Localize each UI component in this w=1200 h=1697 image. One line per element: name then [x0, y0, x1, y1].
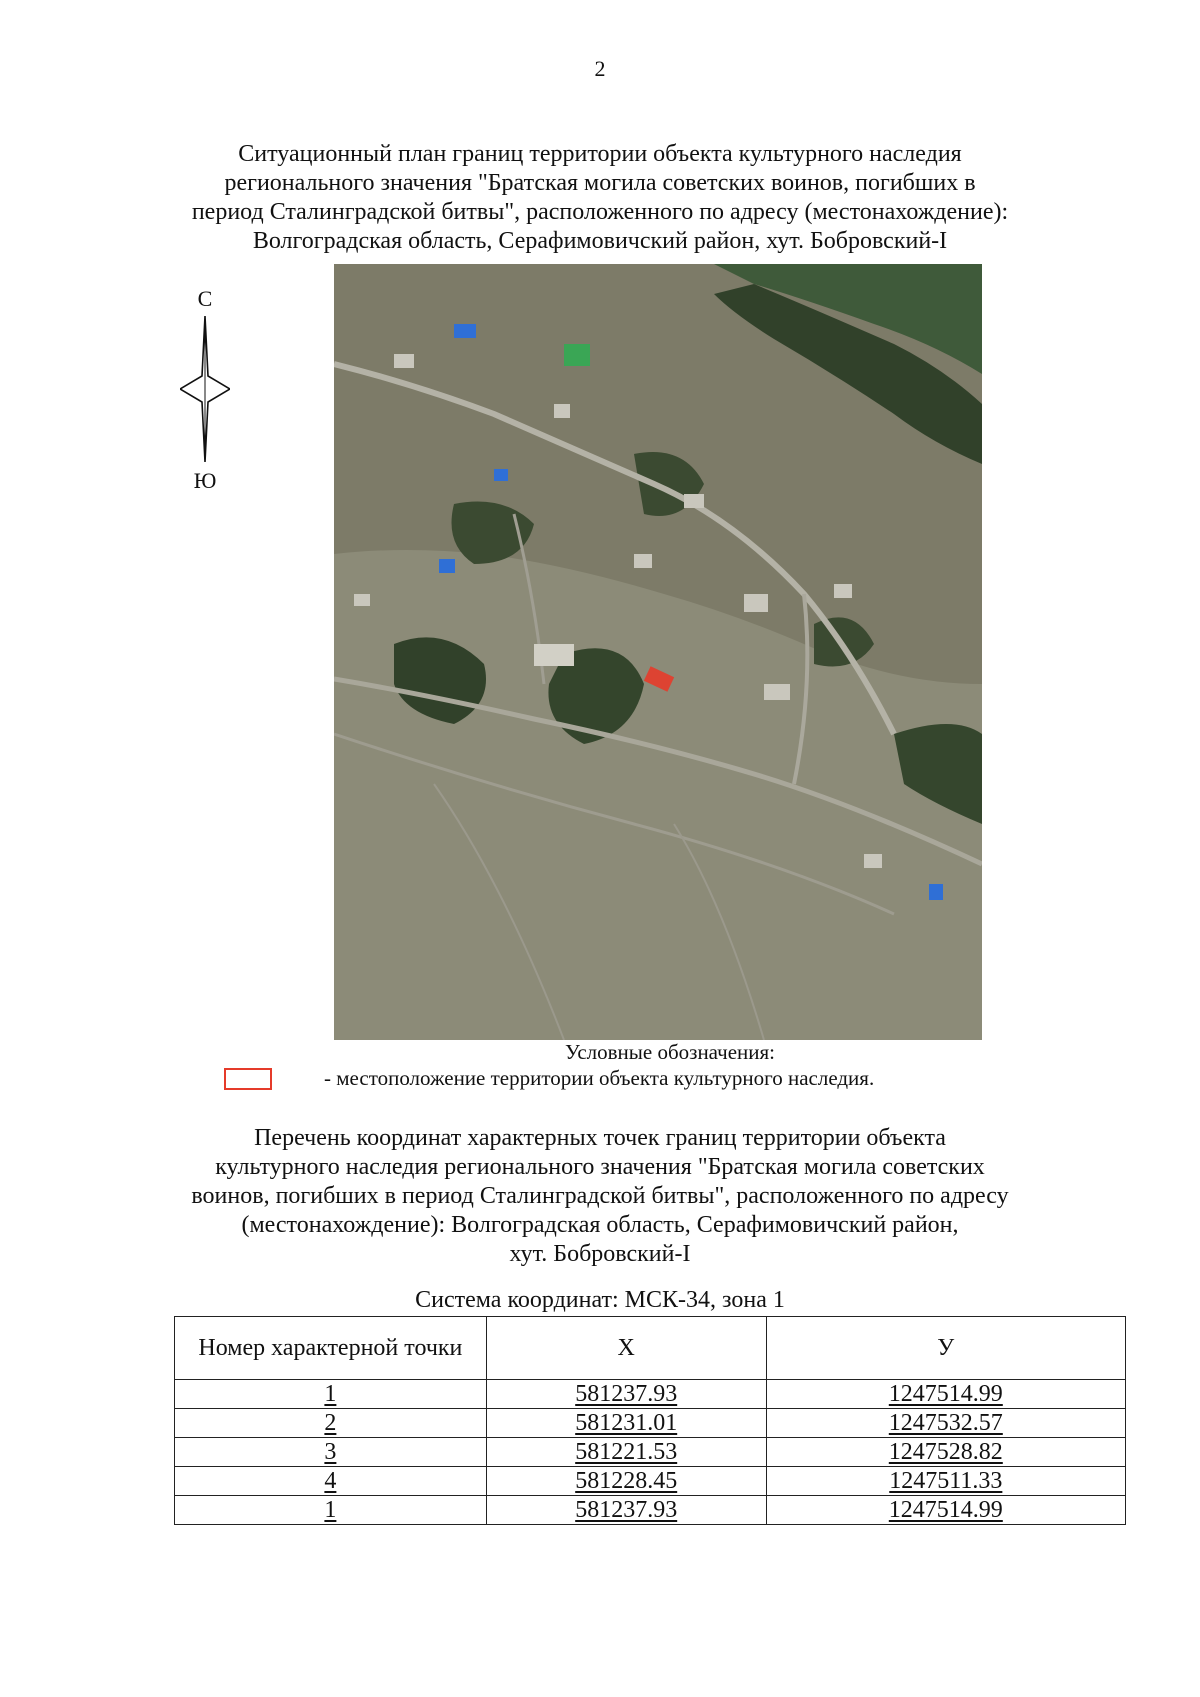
blue-roof-building: [454, 324, 476, 338]
coordinates-table: [174, 1316, 1126, 1525]
compass-rose-icon: [180, 314, 230, 464]
coordinates-title-line: культурного наследия регионального значения "Братская могила советских: [215, 1154, 985, 1180]
table-row: [175, 1496, 1126, 1525]
cell-point: 2: [175, 1409, 487, 1438]
plan-title-line: период Сталинградской битвы", расположенного по адресу (местонахождение):: [191, 199, 1009, 225]
compass-north-label: С: [197, 286, 213, 311]
building: [744, 594, 768, 612]
north-arrow: [175, 286, 235, 496]
header-x: Х: [486, 1317, 766, 1380]
cell-point: 3: [175, 1438, 487, 1467]
table-header-row: [175, 1317, 1126, 1380]
compass-south-label: Ю: [193, 468, 217, 493]
legend-item: [220, 1066, 1020, 1094]
plan-title-line: регионального значения "Братская могила советских воинов, погибших в: [224, 170, 976, 196]
header-point-number: Номер характерной точки: [175, 1317, 487, 1380]
plan-title-line: Волгоградская область, Серафимовичский район, хут. Бобровский-I: [252, 228, 948, 254]
building: [394, 354, 414, 368]
coordinates-title-line: (местонахождение): Волгоградская область, Серафимовичский район,: [241, 1212, 959, 1238]
legend-title: Условные обозначения:: [564, 1040, 776, 1064]
green-roof-building: [564, 344, 590, 366]
cell-point: 1: [175, 1380, 487, 1409]
cell-y: 1247514.99: [766, 1496, 1125, 1525]
building: [354, 594, 370, 606]
legend-item-label: - местоположение территории объекта культурного наследия.: [324, 1066, 875, 1090]
cell-x: 581237.93: [486, 1380, 766, 1409]
cell-y: 1247511.33: [766, 1467, 1125, 1496]
cell-y: 1247528.82: [766, 1438, 1125, 1467]
cell-point: 4: [175, 1467, 487, 1496]
cell-x: 581228.45: [486, 1467, 766, 1496]
blue-roof-building: [494, 469, 508, 481]
cell-x: 581237.93: [486, 1496, 766, 1525]
coordinates-title: [150, 1124, 1050, 1269]
table-row: [175, 1438, 1126, 1467]
building: [534, 644, 574, 666]
header-y: У: [766, 1317, 1125, 1380]
cell-y: 1247514.99: [766, 1380, 1125, 1409]
coordinates-title-line: воинов, погибших в период Сталинградской битвы", расположенного по адресу: [191, 1183, 1009, 1209]
plan-title-line: Ситуационный план границ территории объекта культурного наследия: [238, 141, 962, 167]
page-number: 2: [594, 56, 606, 81]
table-row: [175, 1467, 1126, 1496]
coordinate-system-caption: Система координат: МСК-34, зона 1: [415, 1287, 785, 1313]
building: [864, 854, 882, 868]
building: [554, 404, 570, 418]
satellite-map-drawing: [334, 264, 982, 1040]
cell-x: 581231.01: [486, 1409, 766, 1438]
satellite-map: [334, 264, 982, 1040]
cell-y: 1247532.57: [766, 1409, 1125, 1438]
coordinates-title-line: Перечень координат характерных точек границ территории объекта: [254, 1125, 946, 1151]
building: [634, 554, 652, 568]
building: [834, 584, 852, 598]
table-row: [175, 1409, 1126, 1438]
legend-red-rectangle-icon: [224, 1068, 272, 1090]
table-row: [175, 1380, 1126, 1409]
cell-point: 1: [175, 1496, 487, 1525]
blue-roof-building: [439, 559, 455, 573]
building: [684, 494, 704, 508]
plan-title: [140, 140, 1060, 256]
coordinates-title-line: хут. Бобровский-I: [509, 1241, 691, 1267]
cell-x: 581221.53: [486, 1438, 766, 1467]
building: [764, 684, 790, 700]
blue-roof-building: [929, 884, 943, 900]
